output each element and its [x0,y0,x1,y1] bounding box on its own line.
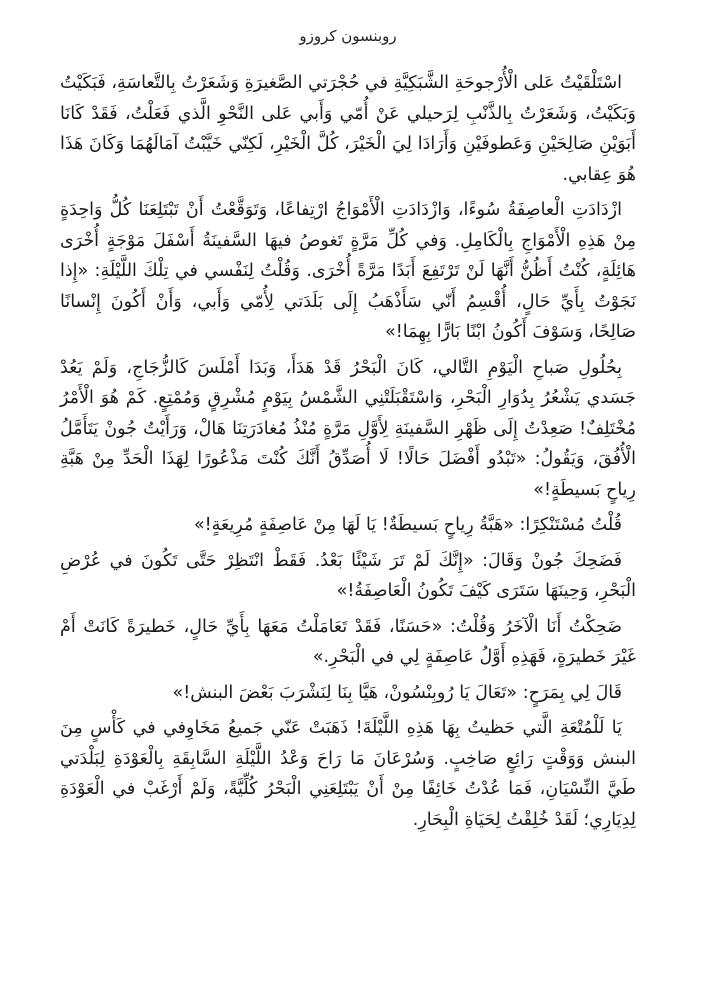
paragraph-night-fun: يَا لَلْمُتْعَةِ الَّتي حَظيتُ بِهَا هَذِهِ اللَّيْلَةَ! ذَهَبَتْ عَنّي جَميعُ مَخَاوِفي في كَأْسٍ مِنَ البنش وَوَقْتٍ رَائِعٍ صَاخِبٍ. وَسُرْعَانَ مَا رَاحَ وَعْدُ اللَّيْلَةِ السَّابِقَةِ بِالْعَوْدَةِ لِبَلْدَتي طَيَّ النِّسْيَانِ، فَمَا عُدْتُ خَائِفًا مِنْ أَنْ يَبْتَلِعَنِي الْبَحْرُ كُلِّيَّةً، وَلَمْ أَرْغَبْ في الْعَوْدَةِ لِدِيَارِي؛ لَقَدْ خُلِقْتُ لِحَيَاةِ الْبِحَارِ. [60,718,636,830]
paragraph-first-storm: ضَحِكْتُ أَنَا الْآخَرُ وَقُلْتُ: «حَسَنًا، فَقَدْ تَعَامَلْتُ مَعَهَا بِأَيِّ حَالٍ، خَطيرَةً كَانَتْ أَمْ غَيْرَ خَطيرَةٍ، فَهَذِهِ أَوَّلُ عَاصِفَةٍ لِي في الْبَحْرِ.» [60,616,636,667]
paragraph-protest: قُلْتُ مُسْتَنْكِرًا: «هَبَّةُ رِياحٍ بَسيطَةٌ! يَا لَهَا مِنْ عَاصِفَةٍ مُرِيعَةٍ!» [193,515,622,535]
body-text [60,68,636,835]
paragraph-next-morning: بِحُلُولِ صَباحِ الْيَوْمِ التَّالي، كَانَ الْبَحْرُ قَدْ هَدَأَ، وَبَدَا أَمْلَسَ كَالزُّجَاجِ، وَلَمْ يَعُدْ جَسَدي يَشْعُرُ بِدُوَارِ الْبَحْرِ، وَاسْتَقْبَلَتْنِي الشَّمْسُ بِيَوْمٍ مُشْرِقٍ وَمُمْتِعٍ. كَمْ هُوَ الْأَمْرُ مُخْتَلِفٌ! صَعِدْتُ إِلَى ظَهْرِ السَّفينَةِ لِأَوَّلِ مَرَّةٍ مُنْذُ مُغادَرَتِنَا هَالْ، وَرَأَيْتُ جُونْ يَتَأَمَّلُ الْأُفُقَ، وَيَقُولُ: «تَبْدُو أَفْضَلَ حَالًا! لَا أُصَدِّقُ أَنَّكَ كُنْتَ مَذْعُورًا لِهَذَا الْحَدِّ مِنْ هَبَّةِ رِياحٍ بَسيطَةٍ!» [60,357,636,500]
running-header: روبنسون كروزو [299,27,397,45]
paragraph-storm-vow: ازْدَادَتِ الْعاصِفَةُ سُوءًا، وَازْدَادَتِ الْأَمْوَاجُ ارْتِفاعًا، وَتَوَقَّعْتُ أَنْ تَبْتَلِعَنَا كُلُّ وَاحِدَةٍ مِنْ هَذِهِ الْأَمْوَاجِ بِالْكَامِلِ. وَفي كُلِّ مَرَّةٍ تَغوصُ فيهَا السَّفينَةُ أَسْفَلَ مَوْجَةٍ أُخْرَى هَائِلَةٍ، كُنْتُ أَظُنُّ أَنَّهَا لَنْ تَرْتَفِعَ أَبَدًا مَرَّةً أُخْرَى. وَقُلْتُ لِنَفْسي في تِلْكَ اللَّيْلَةِ: «إِذا نَجَوْتُ بِأَيِّ حَالٍ، أُقْسِمُ أَنّي سَأَذْهَبُ إِلَى بَلَدَتي لِأُمّي وَأَبي، وَأَنْ أَكُونَ إِنْسانًا صَالِحًا، وَسَوْفَ أَكُونُ ابْنًا بَارًّا بِهِمَا!» [60,200,636,342]
paragraph-hammock: اسْتَلْقَيْتُ عَلى الْأُرْجوحَةِ الشَّبَكِيَّةِ في حُجْرَتي الصَّغيرَةِ وَشَعَرْتُ بِالتَّعاسَةِ، فَبَكَيْتُ وَبَكَيْتُ، وَشَعَرْتُ بِالذَّنْبِ لِرَحيلي عَنْ أُمّي وَأَبي عَلى النَّحْوِ الَّذي فَعَلْتُ، فَقَدْ كَانَا أَبَوَيْنِ صَالِحَيْنِ وَعَطوفَيْنِ وَأَرَادَا لِيَ الْخَيْرَ، كُلَّ الْخَيْرِ، لَكِنّي خَيَّبْتُ آمَالَهُمَا وَكَانَ هَذَا هُوَ عِقابي. [60,73,636,185]
paragraph-john-laughs: فَضَحِكَ جُونْ وَقَالَ: «إِنَّكَ لَمْ تَرَ شَيْئًا بَعْدُ. فَقَطْ انْتَظِرْ حَتَّى تَكُونَ في عُرْضِ الْبَحْرِ، وَحِينَهَا سَتَرَى كَيْفَ تَكُونُ الْعَاصِفَةُ!» [60,550,636,601]
paragraph-punch-invite: قَالَ لِي بِمَرَحٍ: «تَعَالَ يَا رُوبِنْسُونْ، هَيَّا بِنَا لِنَشْرَبَ بَعْضَ البنش!» [172,682,622,703]
